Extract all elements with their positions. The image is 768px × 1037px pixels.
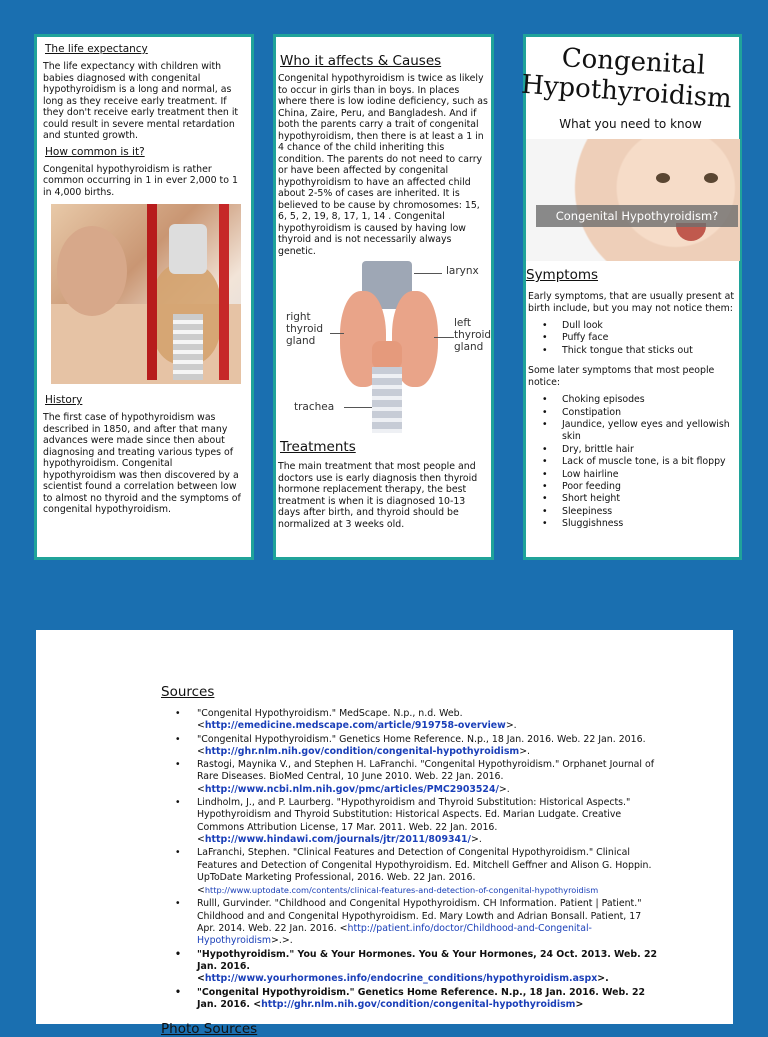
source-link[interactable]: http://www.yourhormones.info/endocrine_conditions/hypothyroidism.aspx [204, 973, 598, 985]
sources-heading: Sources [161, 684, 215, 700]
list-item: • Low hairline [542, 469, 735, 481]
life-expectancy-heading: The life expectancy [45, 43, 148, 55]
list-item: • Thick tongue that sticks out [542, 345, 735, 357]
history-text: The first case of hypothyroidism was described in 1850, and after that many advances were made since then about diagnosing and treating various types of hypothyroidism. Congenital hypothyroidism was then discovered by a scientist found a correlation between low to almost no thyroid and the symptoms of congenital hypothyroidism. [43, 412, 241, 515]
list-item: • Jaundice, yellow eyes and yellowish skin [542, 419, 735, 444]
treatments-text: The main treatment that most people and doctors use is early diagnosis then thyroid hormone replacement therapy, the best treatment is when it is diagnosed 10-13 days after birth, and thyroid should be normalized at 3 weeks old. [278, 461, 478, 530]
list-item: • Dull look [542, 320, 735, 332]
source-link[interactable]: http://emedicine.medscape.com/article/919758-overview [204, 720, 506, 732]
history-heading: History [45, 394, 83, 406]
source-link[interactable]: http://www.uptodate.com/contents/clinical-features-and-detection-of-congenital-hypothyroidism [204, 885, 599, 896]
list-item: • Sleepiness [542, 506, 735, 518]
baby-thyroid-illustration [51, 204, 241, 380]
list-item: • Sluggishness [542, 518, 735, 530]
label-larynx: larynx [446, 265, 479, 277]
title-line-2: Hypothyroidism [520, 69, 733, 115]
source-item: • "Hypothyroidism." You & Your Hormones. You & Your Hormones, 24 Oct. 2013. Web. 22 Jan. 2016. <http://www.yourhormones.info/endocrine_conditions/hypothyroidism.aspx>. [175, 949, 661, 986]
source-item: • Rulll, Gurvinder. "Childhood and Congenital Hypothyroidism. CH Information. Patient | Patient." Childhood and and Congenital Hypothyroidism. Ed. Mary Lowth and Adrian Bonsall. Patient, 17 Apr. 2014. Web. 22 Jan. 2016. <http://patient.info/doctor/Childhood-and-Congenital-Hypothyroidism>.>. [175, 898, 661, 947]
label-trachea: trachea [294, 401, 335, 413]
brochure-panel-right [520, 34, 742, 560]
life-expectancy-text: The life expectancy with children with babies diagnosed with congenital hypothyroidism is a long and normal, as long as they receive early treatment. If they don't receive early treatment then it could result in severe mental retardation and stunted growth. [43, 61, 239, 141]
list-item: • Choking episodes [542, 394, 735, 406]
how-common-heading: How common is it? [45, 145, 145, 158]
sources-page [36, 630, 733, 1037]
causes-text: Congenital hypothyroidism is twice as likely to occur in girls than in boys. In places where there is low iodine deficiency, such as China, Zaire, Peru, and Bangladesh. And if both the parents carry a trait of congenital hypothyroidism, then there is at least a 1 in 4 chance of the child inheriting this condition. The parents do not need to carry or have been affected by congenital hypothyroidism to have an affected child about 2-5% of cases are inherited. It is believed to be cause by chromosomes: 15, 6, 5, 2, 19, 8, 17, 1, 14 . Congenital hypothyroidism is caused by having low thyroid and is not necessarily always genetic. [278, 73, 488, 257]
how-common-text: Congenital hypothyroidism is rather common occurring in 1 in ever 2,000 to 1 in 4,000 births. [43, 163, 238, 198]
later-symptoms-list [542, 394, 735, 530]
later-symptoms-intro: Some later symptoms that most people notice: [528, 365, 715, 388]
treatments-heading: Treatments [280, 439, 356, 455]
photo-caption: Congenital Hypothyroidism? [536, 205, 738, 227]
early-symptoms-list [542, 320, 735, 357]
list-item: • Short height [542, 493, 735, 505]
list-item: • Dry, brittle hair [542, 444, 735, 456]
source-item: • LaFranchi, Stephen. "Clinical Features and Detection of Congenital Hypothyroidism." Clinical Features and Detection of Congenital Hypothyroidism. Ed. Mitchell Geffner and Alison G. Hoppin. UpToDate Marketing Professional, 2016. Web. 22 Jan. 2016. <http://www.uptodate.com/contents/clinical-features-and-detection-of-congenital-hypothyroidism [175, 847, 661, 897]
source-item: • Rastogi, Maynika V., and Stephen H. LaFranchi. "Congenital Hypothyroidism." Orphanet Journal of Rare Diseases. BioMed Central, 10 June 2010. Web. 22 Jan. 2016. <http://www.ncbi.nlm.nih.gov/pmc/articles/PMC2903524/>. [175, 759, 661, 796]
list-item: • Poor feeding [542, 481, 735, 493]
list-item: • Constipation [542, 407, 735, 419]
symptoms-heading: Symptoms [526, 267, 599, 283]
source-link[interactable]: http://ghr.nlm.nih.gov/condition/congenital-hypothyroidism [261, 998, 576, 1010]
source-item: • Lindholm, J., and P. Laurberg. "Hypothyroidism and Thyroid Substitution: Historical Aspects." Hypothyroidism and Thyroid Substitution: Historical Aspects. Ed. Marian Ludgate. Creative Commons Attribution License, 17 Mar. 2011. Web. 22 Jan. 2016. <http://www.hindawi.com/journals/jtr/2011/809341/>. [175, 797, 661, 846]
source-link[interactable]: http://www.ncbi.nlm.nih.gov/pmc/articles/PMC2903524/ [204, 783, 499, 795]
subtitle: What you need to know [559, 117, 702, 131]
list-item: • Lack of muscle tone, is a bit floppy [542, 456, 735, 468]
causes-heading: Who it affects & Causes [280, 53, 442, 69]
title-line-1: Congenital [560, 43, 707, 81]
brochure-panel-middle [273, 34, 494, 560]
smiling-baby-photo [526, 139, 740, 261]
source-item: • "Congenital Hypothyroidism." Genetics Home Reference. N.p., 18 Jan. 2016. Web. 22 Jan. 2016. <http://ghr.nlm.nih.gov/condition/congenital-hypothyroidism> [175, 987, 661, 1012]
sources-list [175, 708, 733, 1011]
photo-sources-heading: Photo Sources [161, 1021, 258, 1037]
source-link[interactable]: http://ghr.nlm.nih.gov/condition/congenital-hypothyroidism [204, 745, 520, 757]
brochure-panel-left [34, 34, 254, 560]
source-item: • "Congenital Hypothyroidism." Genetics Home Reference. N.p., 18 Jan. 2016. Web. 22 Jan. 2016. <http://ghr.nlm.nih.gov/condition/congenital-hypothyroidism>. [175, 734, 661, 759]
thyroid-anatomy-diagram [282, 261, 492, 433]
source-item: • "Congenital Hypothyroidism." MedScape. N.p., n.d. Web. <http://emedicine.medscape.com/article/919758-overview>. [175, 708, 661, 733]
label-left-thyroid: left thyroid gland [454, 317, 492, 353]
source-link[interactable]: http://www.hindawi.com/journals/jtr/2011/809341/ [204, 833, 471, 845]
label-right-thyroid: right thyroid gland [286, 311, 324, 347]
early-symptoms-intro: Early symptoms, that are usually present at birth include, but you may not notice them: [528, 291, 735, 314]
source-link[interactable]: http://patient.info/doctor/Childhood-and-Congenital-Hypothyroidism [197, 923, 592, 947]
brochure-title [520, 43, 735, 115]
list-item: • Puffy face [542, 332, 735, 344]
